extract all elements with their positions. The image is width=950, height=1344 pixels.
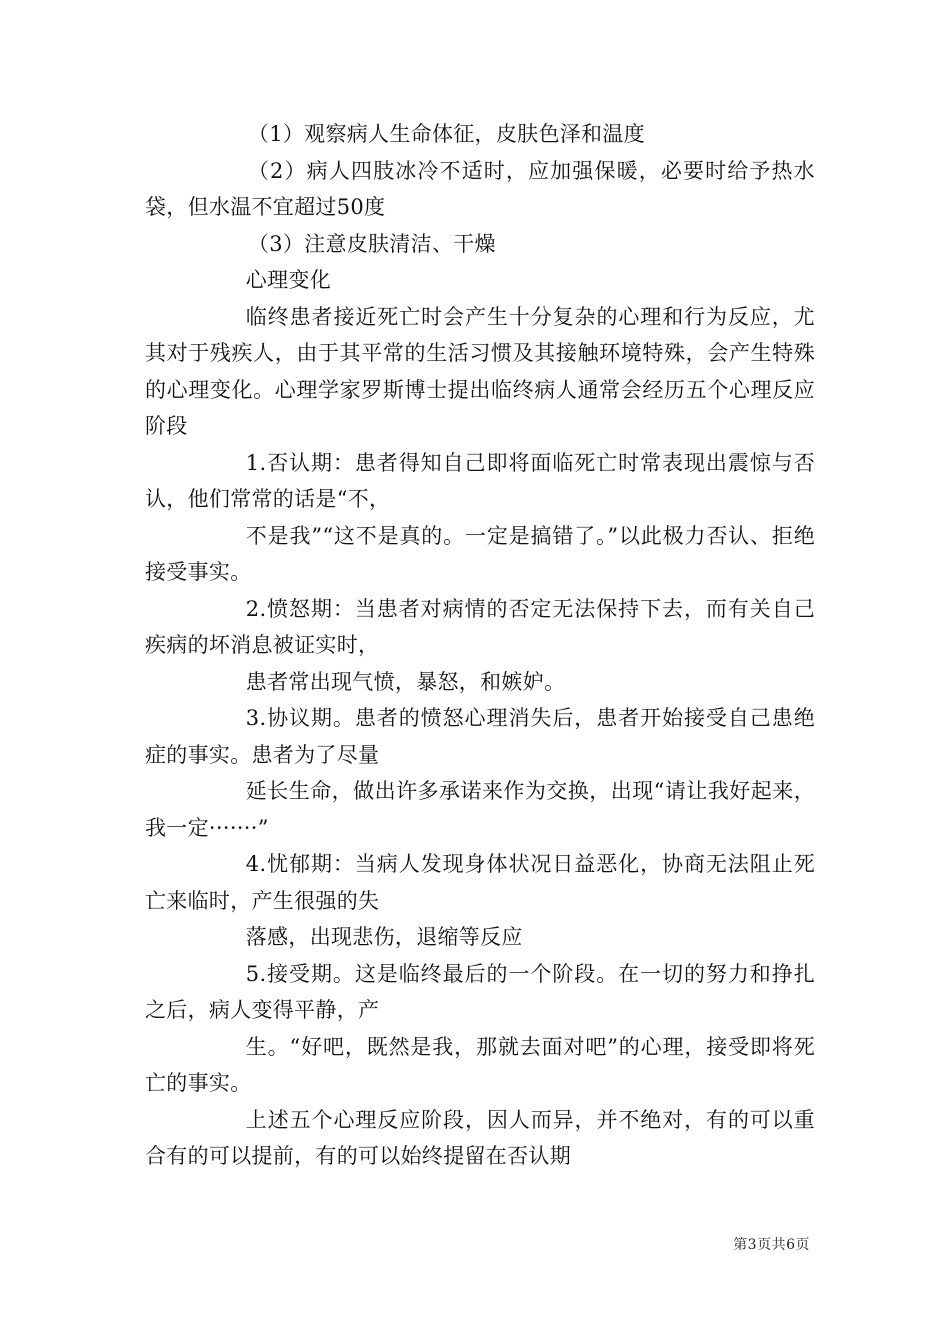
paragraph-observation-2: （2）病人四肢冰冷不适时，应加强保暖，必要时给予热水袋，但水温不宜超过50度	[145, 158, 815, 219]
body-text	[145, 116, 815, 1175]
paragraph-intro: 临终患者接近死亡时会产生十分复杂的心理和行为反应，尤其对于残疾人，由于其平常的生活习惯及其接触环境特殊，会产生特殊的心理变化。心理学家罗斯博士提出临终病人通常会经历五个心理反应阶段	[145, 304, 815, 438]
paragraph-stage-anger-cont: 患者常出现气愤，暴怒，和嫉妒。	[245, 669, 566, 694]
paragraph-stage-denial: 1.否认期：患者得知自己即将面临死亡时常表现出震惊与否认，他们常常的话是“不，	[145, 450, 815, 511]
paragraph-stage-anger: 2.愤怒期：当患者对病情的否定无法保持下去，而有关自己疾病的坏消息被证实时，	[145, 596, 815, 657]
paragraph-stage-denial-cont: 不是我”“这不是真的。一定是搞错了。”以此极力否认、拒绝接受事实。	[145, 523, 815, 584]
page-number-indicator: 第3页共6页	[733, 1237, 810, 1253]
paragraph-summary: 上述五个心理反应阶段，因人而异，并不绝对，有的可以重合有的可以提前，有的可以始终提留在否认期	[145, 1107, 815, 1168]
paragraph-stage-acceptance: 5.接受期。这是临终最后的一个阶段。在一切的努力和挣扎之后，病人变得平静，产	[145, 961, 815, 1022]
paragraph-stage-depression: 4.忧郁期：当病人发现身体状况日益恶化，协商无法阻止死亡来临时，产生很强的失	[145, 852, 815, 913]
section-heading-psychology: 心理变化	[245, 268, 331, 292]
paragraph-observation-3: （3）注意皮肤清洁、干燥	[247, 231, 496, 256]
paragraph-stage-depression-cont: 落感，出现悲伤，退缩等反应	[245, 925, 523, 949]
paragraph-stage-acceptance-cont: 生。“好吧，既然是我，那就去面对吧”的心理，接受即将死亡的事实。	[145, 1034, 815, 1095]
paragraph-observation-1: （1）观察病人生命体征，皮肤色泽和温度	[247, 122, 645, 146]
paragraph-stage-bargaining: 3.协议期。患者的愤怒心理消失后，患者开始接受自己患绝症的事实。患者为了尽量	[145, 706, 815, 767]
paragraph-stage-bargaining-cont: 延长生命，做出许多承诺来作为交换，出现“请让我好起来，我一定·······”	[145, 779, 815, 840]
page-footer	[0, 1234, 810, 1254]
